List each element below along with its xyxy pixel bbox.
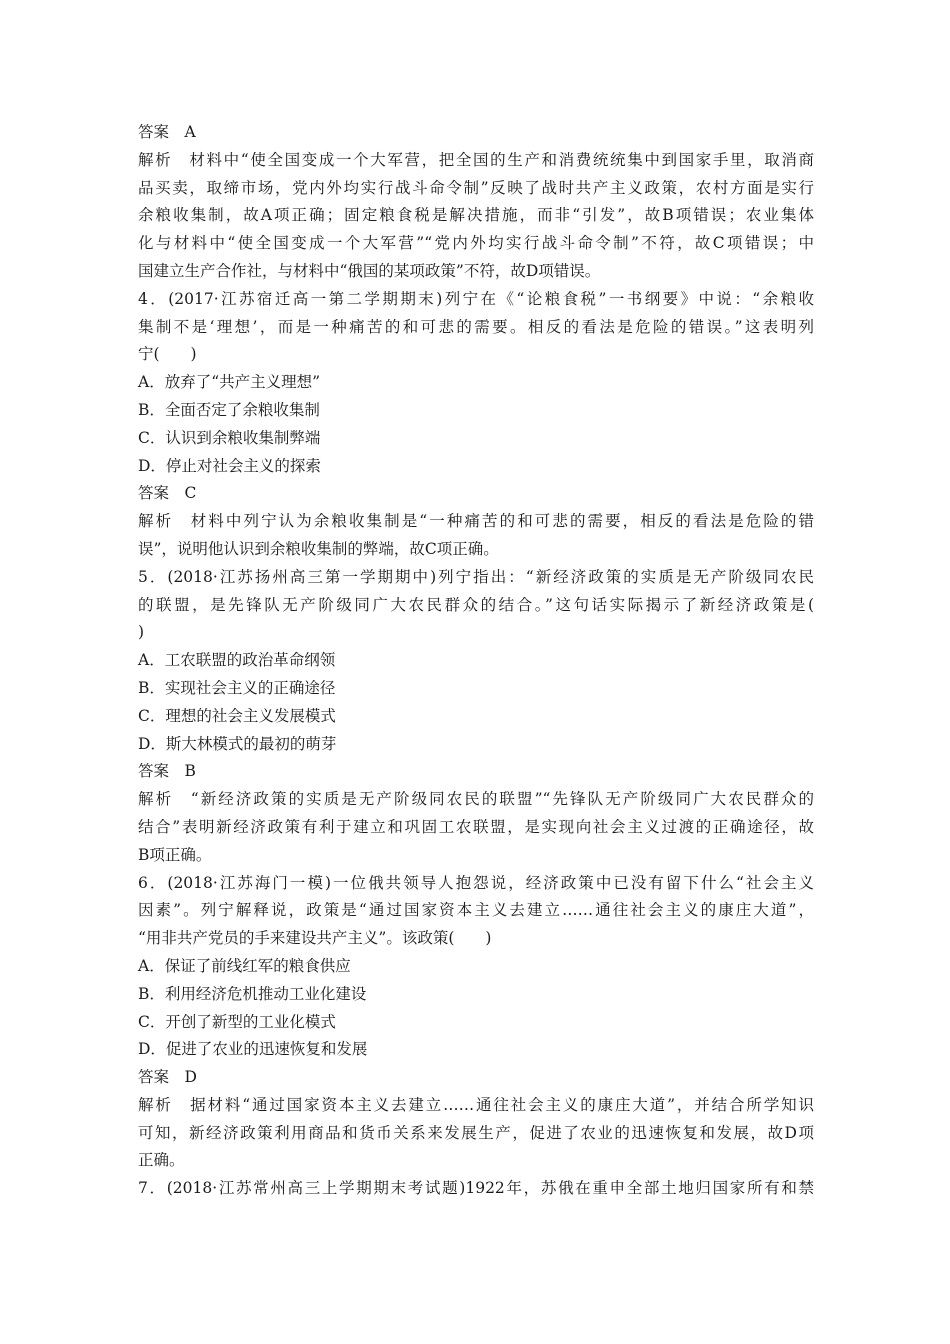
option-a: A．工农联盟的政治革命纲领 <box>138 651 336 670</box>
option-d: D．斯大林模式的最初的萌芽 <box>138 734 337 753</box>
question-4-stem: 集制不是‘理想’，而是一种痛苦的和可悲的需要。相反的看法是危险的错误。”这表明列 <box>138 317 814 336</box>
option-b: B．全面否定了余粮收集制 <box>138 400 320 419</box>
option-a: A．保证了前线红军的粮食供应 <box>138 956 351 975</box>
question-5-stem: ) <box>138 623 145 642</box>
analysis-line: 解析 材料中“使全国变成一个大军营，把全国的生产和消费统统集中到国家手里，取消商 <box>138 150 814 169</box>
question-5-stem: 的联盟，是先锋队无产阶级同广大农民群众的结合。”这句话实际揭示了新经济政策是( <box>138 595 814 614</box>
answer-line: 答案 C <box>138 484 197 503</box>
analysis-line: 解析 “新经济政策的实质是无产阶级同农民的联盟”“先锋队无产阶级同广大农民群众的 <box>138 790 814 809</box>
answer-line: 答案 D <box>138 1068 197 1087</box>
analysis-line: 可知，新经济政策利用商品和货币关系来发展生产，促进了农业的迅速恢复和发展，故D项 <box>138 1123 814 1142</box>
question-6-stem: 因素”。列宁解释说，政策是“通过国家资本主义去建立……通往社会主义的康庄大道”， <box>138 901 814 920</box>
option-c: C．认识到余粮收集制弊端 <box>138 428 321 447</box>
option-c: C．理想的社会主义发展模式 <box>138 706 336 725</box>
answer-line: 答案 B <box>138 762 196 781</box>
analysis-line: 品买卖，取缔市场，党内外均实行战斗命令制”反映了战时共产主义政策，农村方面是实行 <box>138 178 814 197</box>
question-4-stem: 宁( ) <box>138 345 197 364</box>
analysis-line: 解析 据材料“通过国家资本主义去建立……通往社会主义的康庄大道”，并结合所学知识 <box>138 1095 814 1114</box>
analysis-line: 误”，说明他认识到余粮收集制的弊端，故C项正确。 <box>138 539 499 558</box>
question-6-stem: “用非共产党员的手来建设共产主义”。该政策( ) <box>138 929 492 948</box>
option-c: C．开创了新型的工业化模式 <box>138 1012 336 1031</box>
analysis-line: 正确。 <box>138 1151 185 1170</box>
analysis-line: 解析 材料中列宁认为余粮收集制是“一种痛苦的和可悲的需要，相反的看法是危险的错 <box>138 512 814 531</box>
question-5-stem: 5．(2018·江苏扬州高三第一学期期中)列宁指出：“新经济政策的实质是无产阶级同农民 <box>138 567 814 586</box>
analysis-line: 化与材料中“使全国变成一个大军营”“党内外均实行战斗命令制”不符，故C项错误；中 <box>138 234 814 253</box>
option-a: A．放弃了“共产主义理想” <box>138 373 321 392</box>
question-6-stem: 6．(2018·江苏海门一模)一位俄共领导人抱怨说，经济政策中已没有留下什么“社会主义 <box>138 873 814 892</box>
analysis-line: 结合”表明新经济政策有利于建立和巩固工农联盟，是实现向社会主义过渡的正确途径，故 <box>138 817 814 836</box>
question-4-stem: 4．(2017·江苏宿迁高一第二学期期末)列宁在《“论粮食税”一书纲要》中说：“余粮收 <box>138 289 814 308</box>
analysis-line: B项正确。 <box>138 845 212 864</box>
answer-line: 答案 A <box>138 123 196 141</box>
analysis-line: 余粮收集制，故A项正确；固定粮食税是解决措施，而非“引发”，故B项错误；农业集体 <box>138 206 814 225</box>
option-d: D．促进了农业的迅速恢复和发展 <box>138 1040 368 1059</box>
option-b: B．实现社会主义的正确途径 <box>138 678 336 697</box>
analysis-line: 国建立生产合作社，与材料中“俄国的某项政策”不符，故D项错误。 <box>138 261 601 280</box>
option-d: D．停止对社会主义的探索 <box>138 456 321 475</box>
question-7-stem: 7．(2018·江苏常州高三上学期期末考试题)1922年，苏俄在重申全部土地归国家所有和禁 <box>138 1179 814 1198</box>
option-b: B．利用经济危机推动工业化建设 <box>138 984 367 1003</box>
document-body <box>138 119 814 1203</box>
